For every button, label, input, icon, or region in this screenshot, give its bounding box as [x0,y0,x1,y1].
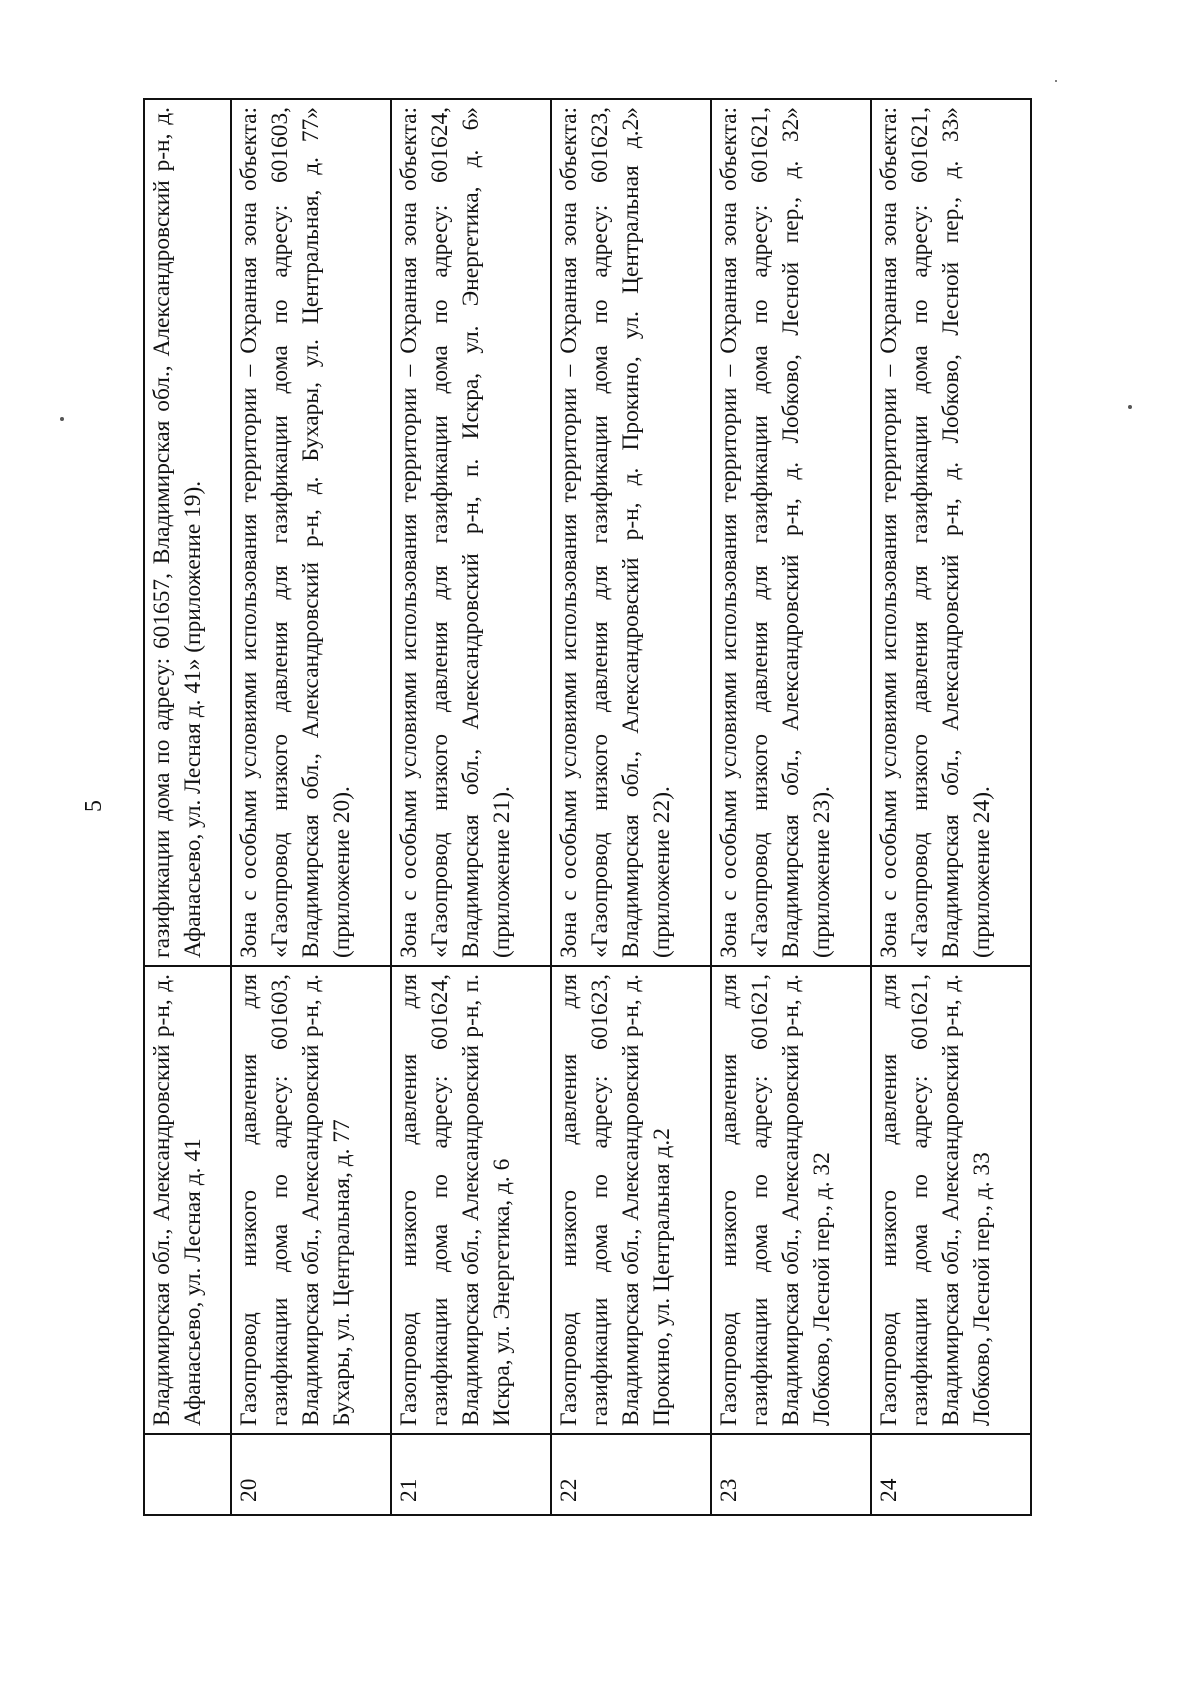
zone-description: Зона с особыми условиями использования территории – Охранная зона объекта: «Газопровод низкого давления для газификации дома по адресу: 601624, Владимирская обл., Александровский р-н, п. Искра, ул. Энергетика, д. 6» (приложение 21). [391,99,551,966]
table-row [144,99,231,1515]
zone-description: Зона с особыми условиями использования территории – Охранная зона объекта: «Газопровод низкого давления для газификации дома по адресу: 601621, Владимирская обл., Александровский р-н, д. Лобково, Лесной пер., д. 32» (приложение 23). [711,99,871,966]
zone-description: Зона с особыми условиями использования территории – Охранная зона объекта: «Газопровод низкого давления для газификации дома по адресу: 601621, Владимирская обл., Александровский р-н, д. Лобково, Лесной пер., д. 33» (приложение 24). [871,99,1031,966]
table-row [871,99,1031,1515]
zone-description: Зона с особыми условиями использования территории – Охранная зона объекта: «Газопровод низкого давления для газификации дома по адресу: 601603, Владимирская обл., Александровский р-н, д. Бухары, ул. Центральная, д. 77» (приложение 20). [231,99,391,966]
table-row [391,99,551,1515]
table-row [231,99,391,1515]
scan-speck [60,417,64,421]
row-number: 21 [391,1434,551,1515]
row-number: 24 [871,1434,1031,1515]
table-row [711,99,871,1515]
scan-speck [1128,405,1132,409]
object-description: Газопровод низкого давления для газификации дома по адресу: 601623, Владимирская обл., Александровский р-н, д. Прокино, ул. Центральная д.2 [551,966,711,1434]
object-description: Газопровод низкого давления для газификации дома по адресу: 601621, Владимирская обл., Александровский р-н, д. Лобково, Лесной пер., д. 32 [711,966,871,1434]
row-number: 22 [551,1434,711,1515]
object-description: Газопровод низкого давления для газификации дома по адресу: 601603, Владимирская обл., Александровский р-н, д. Бухары, ул. Центральная, д. 77 [231,966,391,1434]
row-number: 23 [711,1434,871,1515]
table-row [551,99,711,1515]
row-number: 20 [231,1434,391,1515]
rotated-page-content [81,98,1043,1516]
page-number: 5 [81,800,107,812]
object-description: Газопровод низкого давления для газификации дома по адресу: 601624, Владимирская обл., Александровский р-н, п. Искра, ул. Энергетика, д. 6 [391,966,551,1434]
object-description: Владимирская обл., Александровский р-н, д. Афанасьево, ул. Лесная д. 41 [144,966,231,1434]
zone-description: газификации дома по адресу: 601657, Владимирская обл., Александровский р-н, д. Афанасьево, ул. Лесная д. 41» (приложение 19). [144,99,231,966]
object-description: Газопровод низкого давления для газификации дома по адресу: 601621, Владимирская обл., Александровский р-н, д. Лобково, Лесной пер., д. 33 [871,966,1031,1434]
row-number [144,1434,231,1515]
zone-description: Зона с особыми условиями использования территории – Охранная зона объекта: «Газопровод низкого давления для газификации дома по адресу: 601623, Владимирская обл., Александровский р-н, д. Прокино, ул. Центральная д.2» (приложение 22). [551,99,711,966]
scan-speck [1055,80,1057,82]
zones-table [143,98,1032,1516]
